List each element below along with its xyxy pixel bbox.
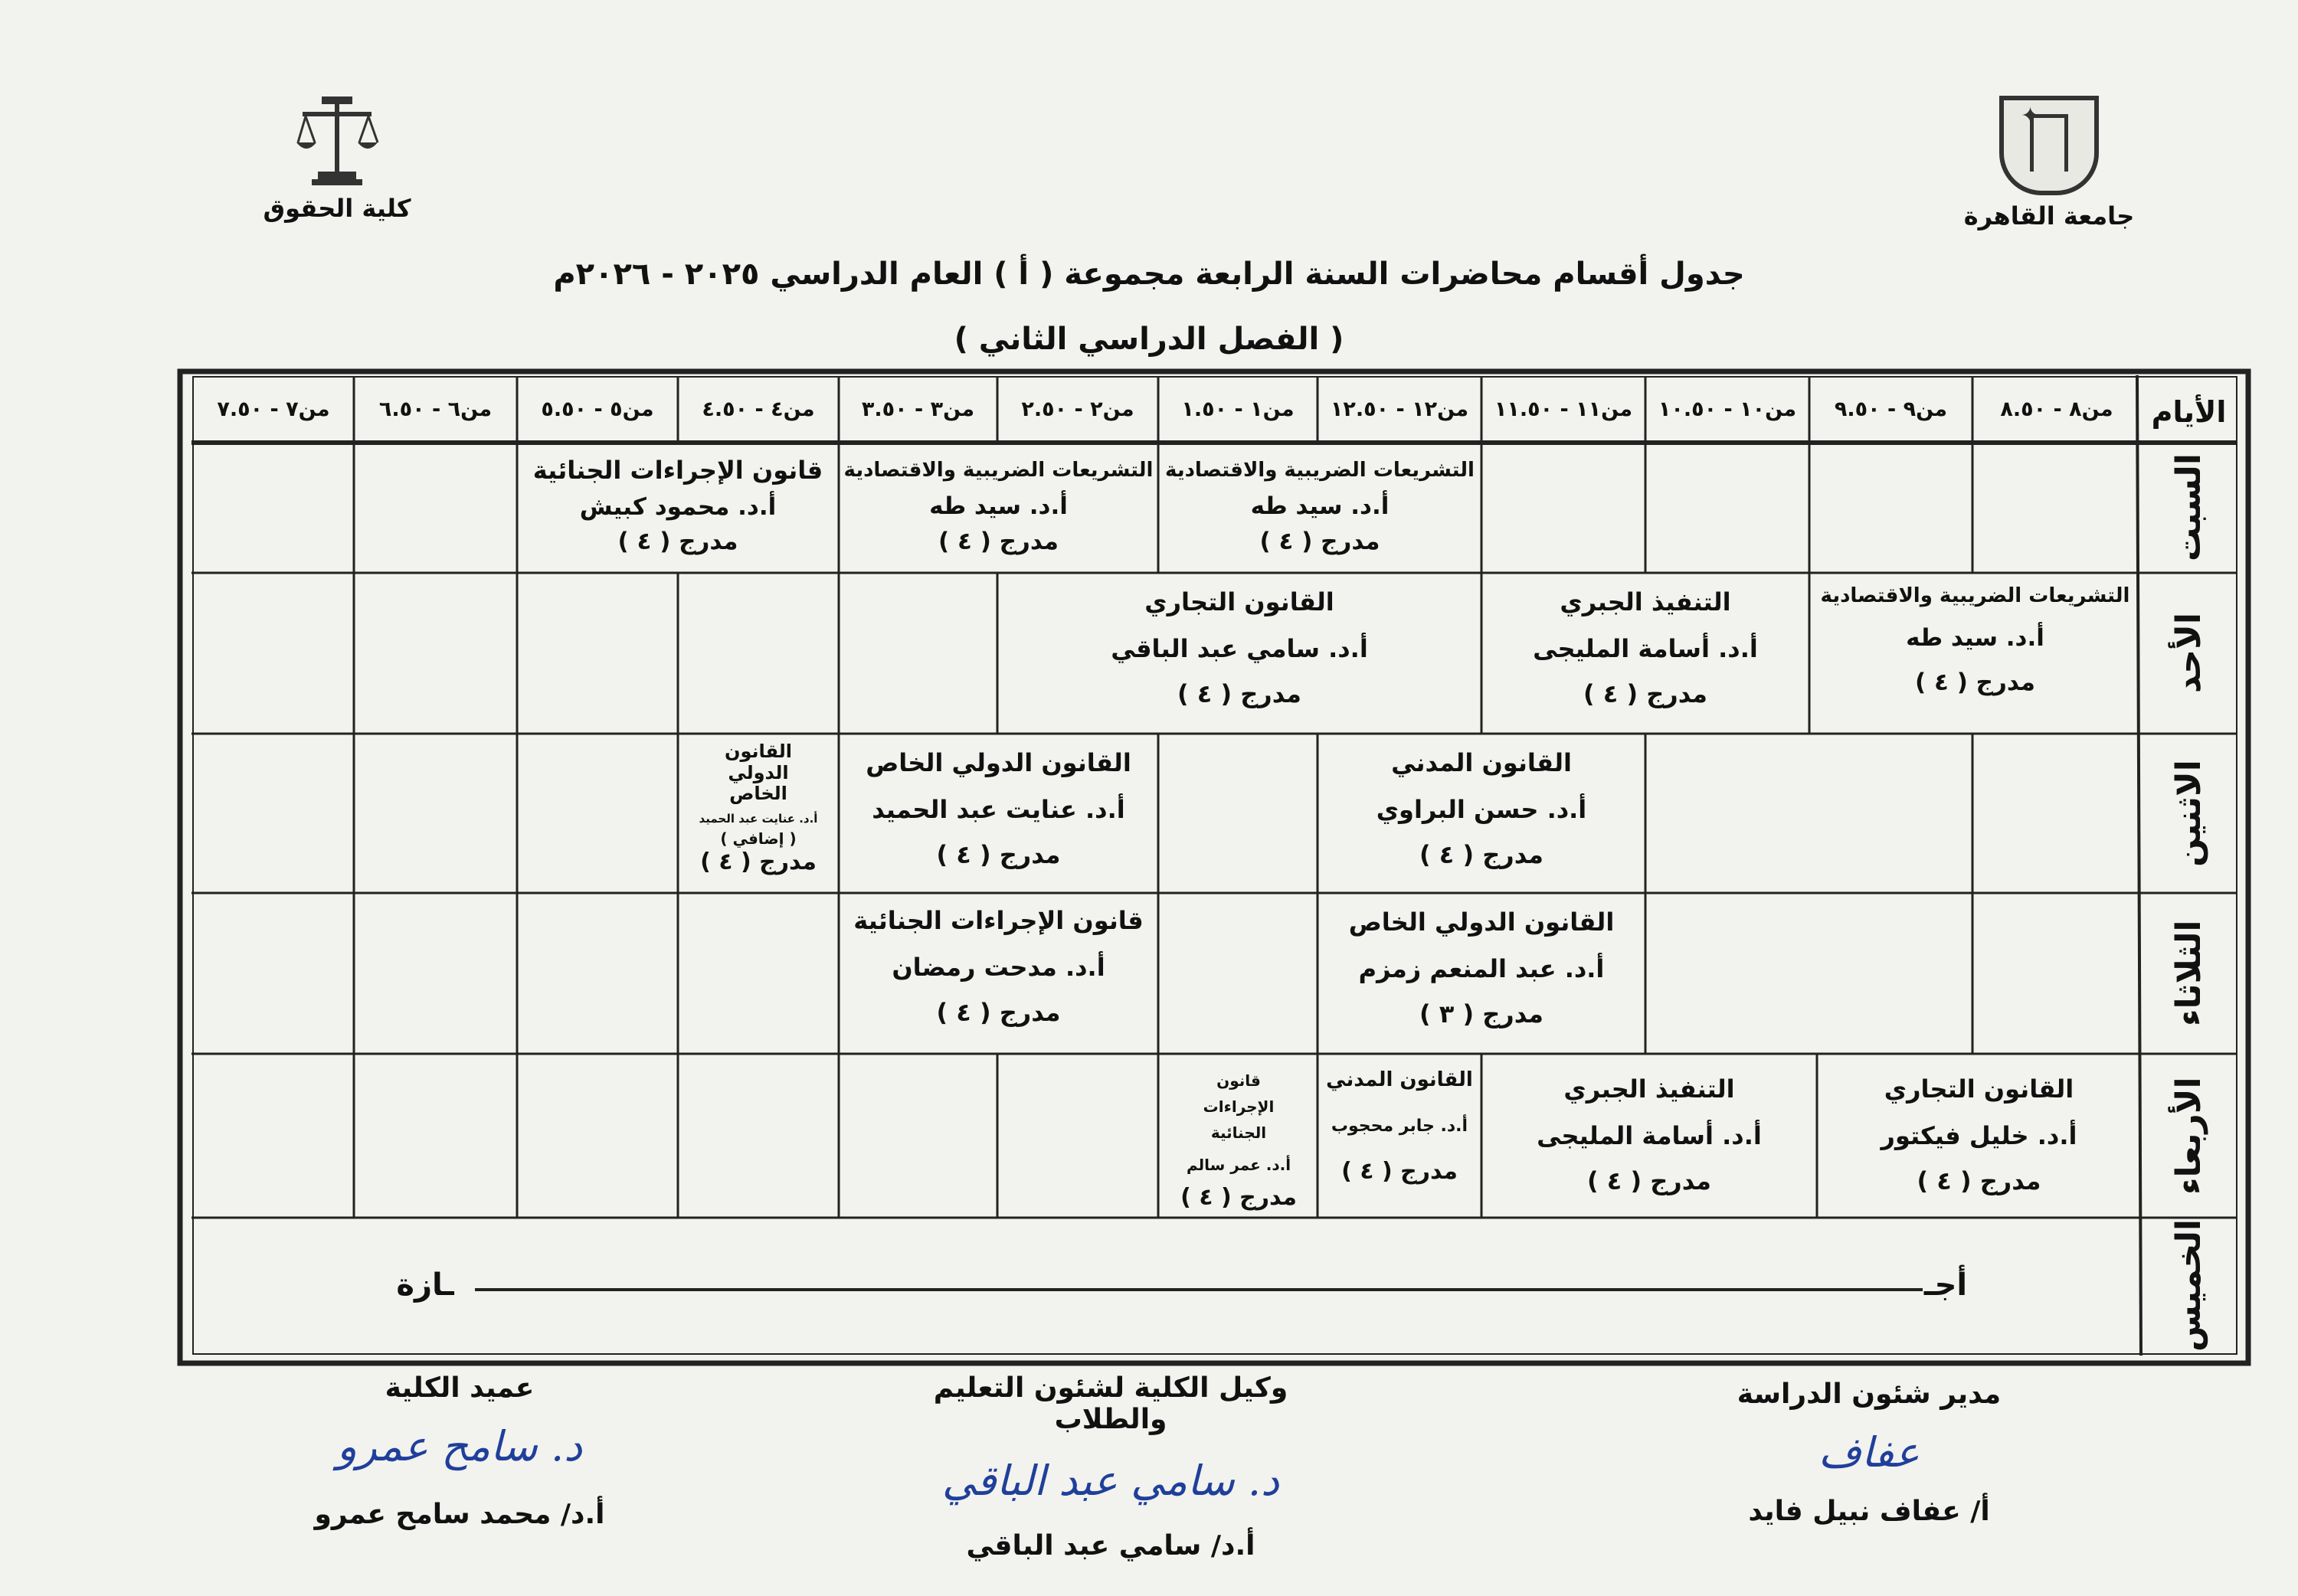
room-label: مدرج ( ٤ ) bbox=[1915, 668, 2035, 696]
holiday-label-end: ـازة bbox=[396, 1267, 454, 1303]
faculty-name: كلية الحقوق bbox=[263, 194, 411, 223]
dean-signature-block bbox=[291, 1372, 628, 1530]
vice-dean-role: وكيل الكلية لشئون التعليم والطلاب bbox=[933, 1372, 1288, 1435]
professor-name: أ.د. عنايت عبد الحميد bbox=[872, 794, 1125, 824]
room-label: مدرج ( ٤ ) bbox=[1419, 839, 1543, 869]
time-slot-header: من٩ - ٩.٥٠ bbox=[1834, 397, 1948, 422]
day-label-wednesday: الأربعاء bbox=[2169, 1077, 2208, 1195]
professor-name: أ.د. عبد المنعم زمزم bbox=[1358, 953, 1605, 983]
time-slot-header: من٨ - ٨.٥٠ bbox=[2000, 397, 2113, 422]
session-cell bbox=[1158, 1068, 1319, 1212]
extra-session-label: ( إضافي ) bbox=[720, 829, 797, 849]
professor-name: أ.د. أسامة المليجى bbox=[1533, 633, 1758, 663]
dean-name: أ.د/ محمد سامح عمرو bbox=[314, 1499, 605, 1530]
professor-name: أ.د. حسن البراوي bbox=[1376, 794, 1587, 824]
course-name: القانون الدولي الخاص bbox=[1348, 908, 1615, 937]
session-cell bbox=[1481, 1075, 1817, 1195]
vice-dean-signature: د. سامي عبد الباقي bbox=[941, 1457, 1280, 1505]
course-name: القانون المدني bbox=[1326, 1068, 1473, 1091]
time-slot-header: من٤ - ٤.٥٠ bbox=[702, 397, 815, 422]
professor-name: أ.د. مدحت رمضان bbox=[892, 952, 1105, 982]
page-title: جدول أقسام محاضرات السنة الرابعة مجموعة ( أ ) العام الدراسي ٢٠٢٥ - ٢٠٢٦م bbox=[553, 257, 1745, 292]
course-name: التشريعات الضريبية والاقتصادية bbox=[843, 459, 1154, 482]
course-name: التشريعات الضريبية والاقتصادية bbox=[1820, 584, 2130, 607]
room-label: مدرج ( ٤ ) bbox=[936, 997, 1061, 1027]
days-column-header: الأيام bbox=[2151, 395, 2227, 430]
room-label: مدرج ( ٤ ) bbox=[1259, 527, 1380, 555]
vice-dean-name: أ.د/ سامي عبد الباقي bbox=[966, 1530, 1255, 1562]
professor-name: أ.د. سيد طه bbox=[1906, 623, 2044, 652]
day-label-tuesday: الثلاثاء bbox=[2169, 920, 2208, 1027]
dean-role: عميد الكلية bbox=[385, 1372, 535, 1404]
day-label-sunday: الأحد bbox=[2169, 613, 2208, 694]
professor-name: أ.د. أسامة المليجى bbox=[1537, 1120, 1762, 1150]
time-slot-header: من١١ - ١١.٥٠ bbox=[1494, 397, 1633, 422]
professor-name: أ.د. عنايت عبد الحميد bbox=[699, 811, 818, 826]
course-name: التنفيذ الجبري bbox=[1560, 587, 1731, 616]
room-label: مدرج ( ٣ ) bbox=[1419, 999, 1543, 1029]
time-slot-header: من٣ - ٣.٥٠ bbox=[861, 397, 975, 422]
director-signature-block bbox=[1708, 1379, 2030, 1527]
session-cell bbox=[1318, 908, 1645, 1028]
course-name: قانون الإجراءات الجنائية bbox=[532, 456, 823, 485]
session-cell bbox=[839, 460, 1158, 555]
professor-name: أ.د. عمر سالم bbox=[1186, 1156, 1291, 1174]
faculty-logo bbox=[253, 90, 421, 223]
room-label: مدرج ( ٤ ) bbox=[1177, 679, 1301, 708]
holiday-label-start: أجـ bbox=[1923, 1267, 1968, 1303]
session-cell bbox=[1158, 460, 1481, 555]
room-label: مدرج ( ٤ ) bbox=[1341, 1158, 1458, 1186]
course-name: القانون الدولي الخاص bbox=[866, 748, 1131, 777]
scales-of-justice-icon bbox=[295, 90, 379, 186]
room-label: مدرج ( ٤ ) bbox=[1180, 1184, 1297, 1211]
university-name: جامعة القاهرة bbox=[1963, 201, 2135, 231]
director-name: أ/ عفاف نبيل فايد bbox=[1748, 1496, 1990, 1527]
university-crest-icon: ✦ bbox=[1999, 96, 2099, 195]
day-label-monday: الاثنين bbox=[2169, 760, 2208, 867]
course-name: القانون المدني bbox=[1391, 748, 1572, 777]
professor-name: أ.د. جابر محجوب bbox=[1331, 1116, 1468, 1136]
professor-name: أ.د. سيد طه bbox=[1250, 492, 1390, 520]
day-label-saturday: السبت bbox=[2169, 453, 2208, 562]
room-label: مدرج ( ٤ ) bbox=[617, 528, 738, 556]
course-name: القانون الدولي الخاص bbox=[724, 741, 793, 805]
time-slot-header: من١٠ - ١٠.٥٠ bbox=[1658, 397, 1797, 422]
course-name: التنفيذ الجبري bbox=[1563, 1074, 1735, 1104]
session-cell bbox=[839, 907, 1158, 1026]
room-label: مدرج ( ٤ ) bbox=[936, 839, 1061, 869]
professor-name: أ.د. سيد طه bbox=[929, 492, 1068, 520]
vice-dean-signature-block bbox=[881, 1372, 1340, 1562]
session-cell bbox=[997, 588, 1481, 708]
room-label: مدرج ( ٤ ) bbox=[938, 527, 1059, 555]
course-name: قانون الإجراءات الجنائية bbox=[1203, 1071, 1275, 1142]
time-slot-header: من١٢ - ١٢.٥٠ bbox=[1330, 397, 1469, 422]
room-label: مدرج ( ٤ ) bbox=[1917, 1166, 2041, 1195]
session-cell bbox=[517, 456, 839, 556]
dean-signature: د. سامح عمرو bbox=[336, 1422, 583, 1470]
professor-name: أ.د. محمود كبيش bbox=[579, 492, 777, 521]
university-logo bbox=[1934, 96, 2164, 231]
course-name: قانون الإجراءات الجنائية bbox=[853, 906, 1144, 935]
session-cell bbox=[839, 749, 1158, 868]
time-slot-header: من١ - ١.٥٠ bbox=[1181, 397, 1295, 422]
course-name: التشريعات الضريبية والاقتصادية bbox=[1165, 459, 1475, 482]
session-cell bbox=[1318, 749, 1645, 868]
time-slot-header: من٢ - ٢.٥٠ bbox=[1021, 397, 1134, 422]
room-label: مدرج ( ٤ ) bbox=[1587, 1166, 1711, 1195]
time-slot-header: من٥ - ٥.٥٠ bbox=[541, 397, 654, 422]
director-signature: عفاف bbox=[1818, 1428, 1920, 1477]
time-slot-header: من٧ - ٧.٥٠ bbox=[217, 397, 330, 422]
director-role: مدير شئون الدراسة bbox=[1737, 1379, 2002, 1410]
session-cell bbox=[1318, 1069, 1481, 1186]
page-subtitle: ( الفصل الدراسي الثاني ) bbox=[954, 322, 1344, 357]
session-cell bbox=[678, 741, 839, 876]
professor-name: أ.د. خليل فيكتور bbox=[1881, 1120, 2077, 1150]
day-label-thursday: الخميس bbox=[2169, 1219, 2208, 1352]
session-cell bbox=[1809, 585, 2141, 696]
session-cell bbox=[1817, 1075, 2141, 1195]
course-name: القانون التجاري bbox=[1144, 587, 1334, 616]
professor-name: أ.د. سامي عبد الباقي bbox=[1111, 633, 1368, 663]
time-slot-header: من٦ - ٦.٥٠ bbox=[378, 397, 493, 422]
room-label: مدرج ( ٤ ) bbox=[1583, 679, 1707, 708]
course-name: القانون التجاري bbox=[1884, 1074, 2074, 1104]
room-label: مدرج ( ٤ ) bbox=[700, 849, 817, 876]
session-cell bbox=[1481, 588, 1809, 708]
